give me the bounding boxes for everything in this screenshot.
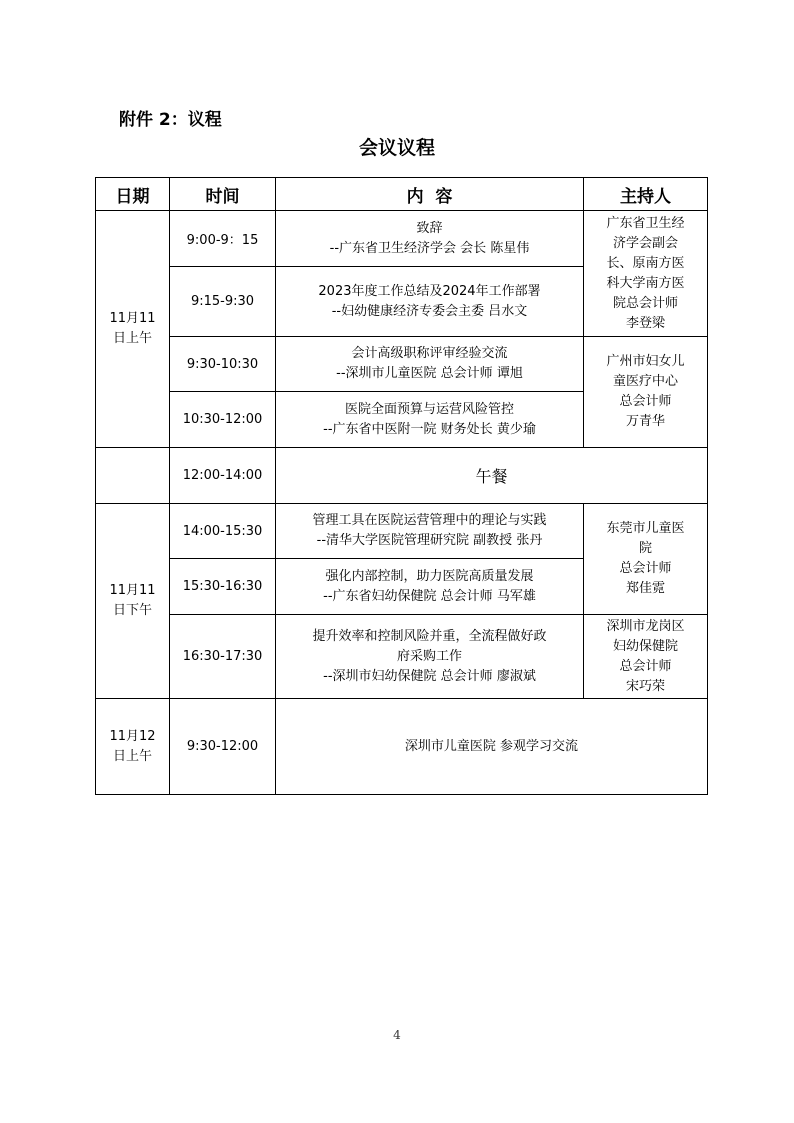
content-line: --妇幼健康经济专委会主委 吕水文: [331, 303, 528, 319]
content-line: 提升效率和控制风险并重，全流程做好政: [312, 628, 547, 644]
host-cell: [584, 504, 708, 615]
date-cell: [96, 699, 170, 795]
host-line: 童医疗中心: [612, 374, 678, 389]
host-line: 广东省卫生经: [606, 215, 685, 231]
content-cell: [276, 267, 584, 337]
content-cell: 深圳市儿童医院 参观学习交流: [276, 699, 708, 795]
table-row: [96, 337, 708, 392]
content-cell: [276, 392, 584, 448]
time-cell: 14:00-15:30: [170, 504, 276, 559]
page-title: 会议议程: [358, 137, 435, 159]
host-line: 院总会计师: [612, 295, 678, 311]
host-line: 妇幼保健院: [612, 638, 678, 654]
content-line: --清华大学医院管理研究院 副教授 张丹: [316, 533, 543, 548]
content-line: --深圳市妇幼保健院 总会计师 廖淑斌: [323, 668, 536, 684]
host-line: 总会计师: [619, 658, 672, 674]
host-line: 科大学南方医: [606, 275, 685, 291]
date-cell: [96, 211, 170, 448]
content-line: 2023年度工作总结及2024年工作部署: [318, 283, 541, 299]
date-line: 11月12: [109, 728, 156, 744]
host-cell: [584, 337, 708, 448]
time-cell: 9:00-9：15: [170, 211, 276, 267]
date-line: 日下午: [112, 603, 152, 618]
content-cell: [276, 211, 584, 267]
date-line: 11月11: [109, 583, 156, 598]
date-cell: [96, 504, 170, 699]
host-line: 郑佳霓: [625, 581, 665, 596]
table-header-row: [96, 178, 708, 211]
table-row: [96, 211, 708, 267]
content-cell: [276, 615, 584, 699]
host-line: 总会计师: [619, 394, 672, 409]
content-cell: [276, 337, 584, 392]
content-line: --广东省卫生经济学会 会长 陈星伟: [329, 240, 530, 256]
lunch-cell: 午餐: [276, 448, 708, 504]
time-cell: 15:30-16:30: [170, 559, 276, 615]
table-row: [96, 448, 708, 504]
host-line: 李登梁: [625, 315, 665, 331]
host-line: 宋巧荣: [625, 678, 665, 694]
content-line: 医院全面预算与运营风险管控: [344, 401, 514, 417]
date-line: 日上午: [112, 331, 152, 346]
content-line: --广东省妇幼保健院 总会计师 马军雄: [323, 588, 536, 604]
content-line: 府采购工作: [396, 648, 462, 664]
host-line: 院: [638, 541, 652, 556]
host-cell: [584, 211, 708, 337]
content-cell: [276, 559, 584, 615]
attachment-label: 附件 2：议程: [119, 110, 222, 130]
header-content: 内 容: [276, 178, 584, 211]
content-line: --深圳市儿童医院 总会计师 谭旭: [336, 366, 523, 381]
time-cell: 9:30-10:30: [170, 337, 276, 392]
host-line: 长、原南方医: [606, 255, 685, 271]
host-line: 深圳市龙岗区: [606, 618, 685, 634]
time-cell: 16:30-17:30: [170, 615, 276, 699]
content-line: 管理工具在医院运营管理中的理论与实践: [312, 513, 547, 528]
host-line: 广州市妇女儿: [606, 354, 685, 369]
content-line: --广东省中医附一院 财务处长 黄少瑜: [323, 421, 536, 437]
date-line: 日上午: [112, 748, 152, 764]
time-cell: 9:15-9:30: [170, 267, 276, 337]
host-line: 济学会副会: [612, 235, 678, 251]
content-line: 强化内部控制，助力医院高质量发展: [325, 568, 534, 584]
agenda-table: [95, 177, 708, 795]
date-line: 11月11: [109, 311, 156, 326]
content-cell: [276, 504, 584, 559]
header-time: 时间: [170, 178, 276, 211]
host-cell: [584, 615, 708, 699]
time-cell: 9:30-12:00: [170, 699, 276, 795]
host-line: 总会计师: [619, 561, 672, 576]
header-host: 主持人: [584, 178, 708, 211]
header-date: 日期: [96, 178, 170, 211]
table-row: [96, 615, 708, 699]
host-line: 万青华: [625, 414, 665, 429]
content-line: 会计高级职称评审经验交流: [351, 346, 508, 361]
time-cell: 12:00-14:00: [170, 448, 276, 504]
time-cell: 10:30-12:00: [170, 392, 276, 448]
host-line: 东莞市儿童医: [606, 521, 685, 536]
table-row: [96, 699, 708, 795]
table-row: [96, 504, 708, 559]
date-cell: [96, 448, 170, 504]
content-line: 致辞: [416, 220, 443, 236]
page-number: 4: [393, 1028, 401, 1042]
